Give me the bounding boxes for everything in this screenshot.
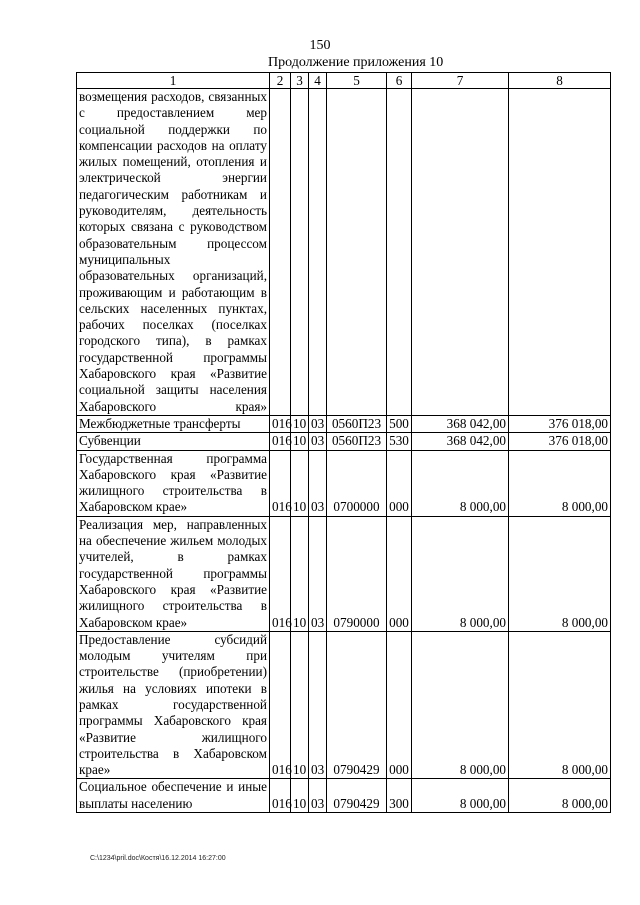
expense-type-cell: 000 [387,516,412,631]
target-code-cell: 0790429 [327,779,387,813]
sum-2016-cell: 8 000,00 [509,631,611,779]
header-row [77,73,611,89]
row-name-cell: Государственная программа Хабаровского края «Развитие жилищного строительства в Хабаровском крае» [77,450,270,516]
admin-code-cell: 016 [270,433,291,450]
header-cell: 7 [412,73,509,89]
table-row [77,415,611,432]
section-cell: 10 [291,450,309,516]
row-name-cell: Реализация мер, направленных на обеспечение жильем молодых учителей, в рамках государственной программы Хабаровского края «Развитие жилищного строительства в Хабаровском крае» [77,516,270,631]
sum-2016-cell: 8 000,00 [509,516,611,631]
target-code-cell [327,89,387,416]
admin-code-cell: 016 [270,516,291,631]
admin-code-cell: 016 [270,415,291,432]
target-code-cell: 0560П23 [327,433,387,450]
sum-2016-cell: 376 018,00 [509,433,611,450]
expense-type-cell: 500 [387,415,412,432]
header-cell: 8 [509,73,611,89]
section-cell: 10 [291,631,309,779]
header-cell: 2 [270,73,291,89]
subsection-cell: 03 [309,450,327,516]
table-row [77,779,611,813]
subsection-cell [309,89,327,416]
section-cell: 10 [291,433,309,450]
sum-2015-cell: 368 042,00 [412,415,509,432]
target-code-cell: 0790429 [327,631,387,779]
target-code-cell: 0700000 [327,450,387,516]
admin-code-cell [270,89,291,416]
expense-type-cell: 000 [387,631,412,779]
continuation-title: Продолжение приложения 10 [268,55,444,70]
header-cell: 3 [291,73,309,89]
table-row [77,516,611,631]
table-row [77,631,611,779]
header-cell: 5 [327,73,387,89]
row-name-cell: Межбюджетные трансферты [77,415,270,432]
section-cell: 10 [291,516,309,631]
expense-type-cell: 300 [387,779,412,813]
header-cell: 1 [77,73,270,89]
section-cell: 10 [291,779,309,813]
sum-2016-cell: 8 000,00 [509,450,611,516]
sum-2015-cell: 8 000,00 [412,516,509,631]
row-name-cell: Социальное обеспечение и иные выплаты населению [77,779,270,813]
subsection-cell: 03 [309,631,327,779]
table-row [77,433,611,450]
expense-type-cell [387,89,412,416]
sum-2015-cell: 368 042,00 [412,433,509,450]
admin-code-cell: 016 [270,779,291,813]
target-code-cell: 0560П23 [327,415,387,432]
sum-2015-cell [412,89,509,416]
subsection-cell: 03 [309,433,327,450]
admin-code-cell: 016 [270,450,291,516]
expense-type-cell: 530 [387,433,412,450]
document-footer-path: C:\1234\pril.doc\Костя\16.12.2014 16:27:00 [90,855,226,862]
budget-table [76,72,611,813]
row-name-cell: Предоставление субсидий молодым учителям при строительстве (приобретении) жилья на условиях ипотеки в рамках государственной программы Хабаровского края «Развитие жилищного строительства в Хабаровском крае» [77,631,270,779]
target-code-cell: 0790000 [327,516,387,631]
sum-2015-cell: 8 000,00 [412,631,509,779]
sum-2016-cell: 8 000,00 [509,779,611,813]
sum-2016-cell: 376 018,00 [509,415,611,432]
header-cell: 6 [387,73,412,89]
section-cell [291,89,309,416]
sum-2015-cell: 8 000,00 [412,450,509,516]
row-name-cell: Субвенции [77,433,270,450]
subsection-cell: 03 [309,415,327,432]
sum-2015-cell: 8 000,00 [412,779,509,813]
header-cell: 4 [309,73,327,89]
section-cell: 10 [291,415,309,432]
expense-type-cell: 000 [387,450,412,516]
subsection-cell: 03 [309,516,327,631]
sum-2016-cell [509,89,611,416]
subsection-cell: 03 [309,779,327,813]
table-row [77,89,611,416]
row-name-cell: возмещения расходов, связанных с предоставлением мер социальной поддержки по компенсации расходов на оплату жилых помещений, отопления и электрической энергии педагогическим работникам и руководителям, деятельность которых связана с руководством образовательным процессом муниципальных образовательных организаций, проживающим и работающим в сельских населенных пунктах, рабочих поселках (поселках городского типа), в рамках государственной программы Хабаровского края «Развитие социальной защиты населения Хабаровского края» [77,89,270,416]
page-number: 150 [309,38,331,53]
admin-code-cell: 016 [270,631,291,779]
table-row [77,450,611,516]
